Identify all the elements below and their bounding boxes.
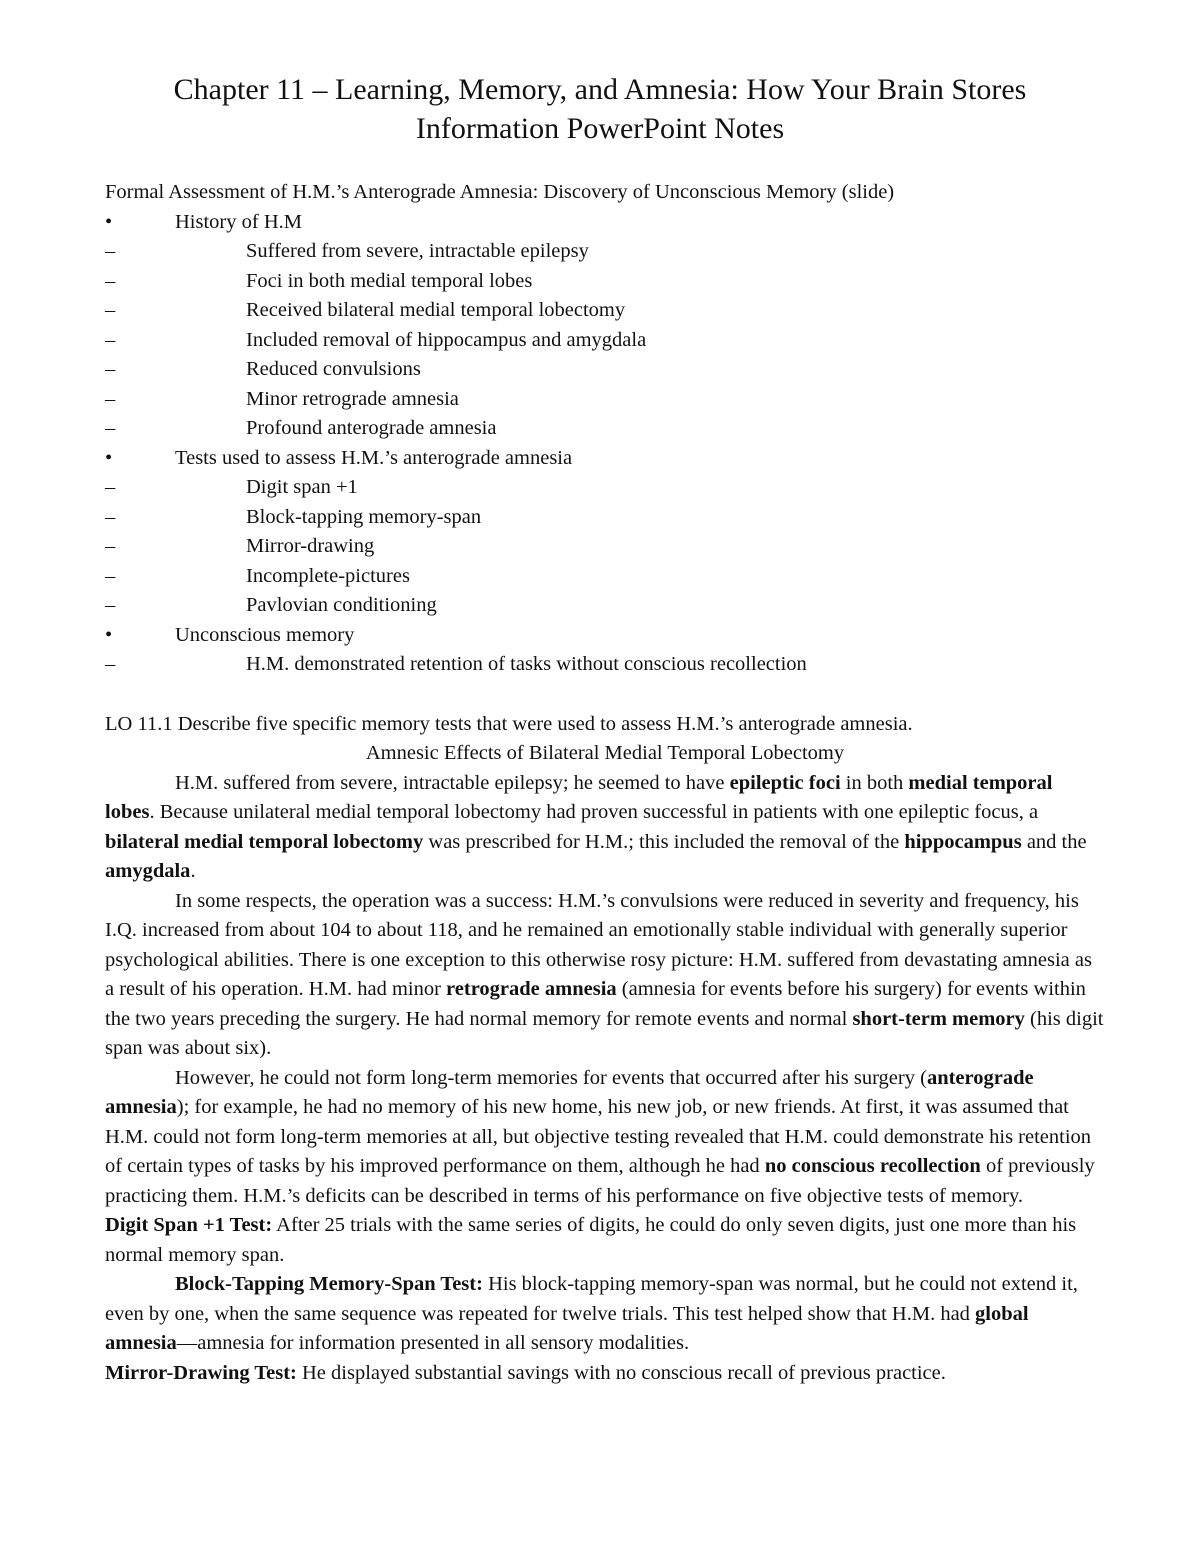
para-text: In some respects, the operation was a success: H.M.’s convulsions were reduced in severity and frequency, his I.Q. increased from about 104 to about 118, and he remained an emotionally stable individual with generally superior psychological abilities. There is one exception to this otherwise rosy picture: H.M. suffered from devastating amnesia as a result of his operation. H.M. had minor	[105, 889, 1092, 1000]
paragraph-3	[105, 1064, 1105, 1212]
outline-section-tests	[105, 444, 1105, 621]
dash-text: Incomplete-pictures	[246, 564, 410, 587]
bullet-mark: •	[105, 446, 113, 469]
section-subheading: Amnesic Effects of Bilateral Medial Temporal Lobectomy	[365, 742, 845, 764]
dash-text: Reduced convulsions	[246, 358, 421, 380]
bullet-label: Tests used to assess H.M.’s anterograde amnesia	[175, 446, 573, 469]
dash-text: Mirror-drawing	[246, 535, 375, 557]
dash-mark: –	[105, 417, 116, 439]
bullet-item	[105, 444, 1105, 474]
bold-term: retrograde amnesia	[446, 978, 617, 1000]
bold-term: no conscious recollection	[764, 1155, 981, 1177]
bullet-mark: •	[105, 210, 113, 233]
dash-text: Received bilateral medial temporal lobectomy	[246, 299, 626, 321]
bold-term: global amnesia	[105, 1302, 1029, 1354]
title-line-2: Information PowerPoint Notes	[415, 112, 785, 145]
learning-objective: LO 11.1 Describe five specific memory tests that were used to assess H.M.’s anterograde amnesia.	[105, 712, 913, 735]
bold-term: hippocampus	[904, 830, 1022, 853]
dash-item	[105, 650, 1105, 680]
document-body	[105, 178, 1105, 1388]
dash-item	[105, 562, 1105, 592]
bullet-label: Unconscious memory	[175, 623, 355, 646]
dash-mark: –	[105, 387, 116, 410]
dash-item	[105, 532, 1105, 562]
paragraph-mirror-drawing	[105, 1359, 1105, 1389]
dash-text: Block-tapping memory-span	[246, 505, 482, 528]
para-text: .	[190, 860, 196, 882]
dash-item	[105, 326, 1105, 356]
bold-term: medial temporal lobes	[105, 771, 1053, 823]
dash-item	[105, 296, 1105, 326]
dash-text: Suffered from severe, intractable epilepsy	[246, 240, 589, 262]
document-title	[60, 70, 1140, 148]
bullet-label: History of H.M	[175, 210, 302, 233]
bullet-item	[105, 208, 1105, 238]
dash-item	[105, 473, 1105, 503]
dash-text: Minor retrograde amnesia	[246, 387, 459, 410]
bold-term: Mirror-Drawing Test:	[105, 1361, 297, 1384]
dash-mark: –	[105, 476, 116, 498]
dash-text: Profound anterograde amnesia	[246, 417, 497, 439]
dash-item	[105, 237, 1105, 267]
spacer	[105, 680, 1105, 710]
para-text: (amnesia for events before his surgery) for events within the two years preceding the surgery. He had normal memory for remote events and normal	[105, 978, 1086, 1030]
title-line-1: Chapter 11 – Learning, Memory, and Amnesia: How Your Brain Stores	[173, 73, 1027, 106]
dash-mark: –	[105, 535, 116, 557]
bold-term: bilateral medial temporal lobectomy	[105, 830, 424, 853]
dash-mark: –	[105, 328, 116, 351]
paragraph-block-tapping	[105, 1270, 1105, 1359]
bullet-mark: •	[105, 623, 113, 646]
para-text: in both	[840, 771, 909, 794]
dash-item	[105, 591, 1105, 621]
dash-mark: –	[105, 240, 116, 262]
paragraph-1	[105, 769, 1105, 887]
para-text: (his digit span was about six).	[105, 1007, 1104, 1059]
dash-text: Foci in both medial temporal lobes	[246, 269, 533, 292]
dash-mark: –	[105, 358, 116, 380]
para-text: was prescribed for H.M.; this included the removal of the	[423, 830, 905, 853]
dash-text: Included removal of hippocampus and amygdala	[246, 328, 647, 351]
paragraph-2	[105, 887, 1105, 1064]
bold-term: Digit Span +1 Test:	[105, 1214, 273, 1236]
dash-mark: –	[105, 564, 116, 587]
para-text: ); for example, he had no memory of his new home, his new job, or new friends. At first, it was assumed that H.M. could not form long-term memories at all, but objective testing revealed that H.M. could demonstrate his retention of certain types of tasks by his improved performance on them, although he had	[105, 1096, 1092, 1177]
para-text: —amnesia for information presented in all sensory modalities.	[176, 1332, 690, 1354]
dash-text: H.M. demonstrated retention of tasks without conscious recollection	[246, 653, 807, 675]
paragraph-digit-span	[105, 1211, 1105, 1270]
para-text: of previously practicing them. H.M.’s deficits can be described in terms of his performance on five objective tests of memory.	[105, 1155, 1095, 1207]
dash-mark: –	[105, 269, 116, 292]
outline-section-unconscious	[105, 621, 1105, 680]
dash-mark: –	[105, 653, 116, 675]
bullet-item	[105, 621, 1105, 651]
outline-heading: Formal Assessment of H.M.’s Anterograde Amnesia: Discovery of Unconscious Memory (slide)	[105, 181, 895, 203]
para-text: His block-tapping memory-span was normal, but he could not extend it, even by one, when the same sequence was repeated for twelve trials. This test helped show that H.M. had	[105, 1273, 1078, 1325]
outline-section-history	[105, 208, 1105, 444]
dash-text: Pavlovian conditioning	[246, 594, 437, 616]
dash-item	[105, 355, 1105, 385]
bold-term: anterograde amnesia	[105, 1066, 1034, 1118]
para-text: . Because unilateral medial temporal lobectomy had proven successful in patients with one epileptic focus, a	[149, 801, 1039, 823]
dash-item	[105, 414, 1105, 444]
bold-term: short-term memory	[852, 1007, 1025, 1030]
bold-term: amygdala	[105, 860, 191, 882]
para-text: H.M. suffered from severe, intractable epilepsy; he seemed to have	[175, 771, 730, 794]
dash-mark: –	[105, 505, 116, 528]
bold-term: epileptic foci	[729, 771, 841, 794]
dash-item	[105, 503, 1105, 533]
dash-item	[105, 385, 1105, 415]
dash-item	[105, 267, 1105, 297]
para-text: However, he could not form long-term memories for events that occurred after his surgery (	[175, 1066, 927, 1089]
para-text: He displayed substantial savings with no conscious recall of previous practice.	[296, 1361, 946, 1384]
dash-mark: –	[105, 299, 116, 321]
para-text: After 25 trials with the same series of digits, he could do only seven digits, just one more than his normal memory span.	[105, 1214, 1077, 1266]
dash-mark: –	[105, 594, 116, 616]
bold-term: Block-Tapping Memory-Span Test:	[175, 1273, 483, 1295]
para-text: and the	[1021, 830, 1087, 853]
dash-text: Digit span +1	[246, 476, 358, 498]
